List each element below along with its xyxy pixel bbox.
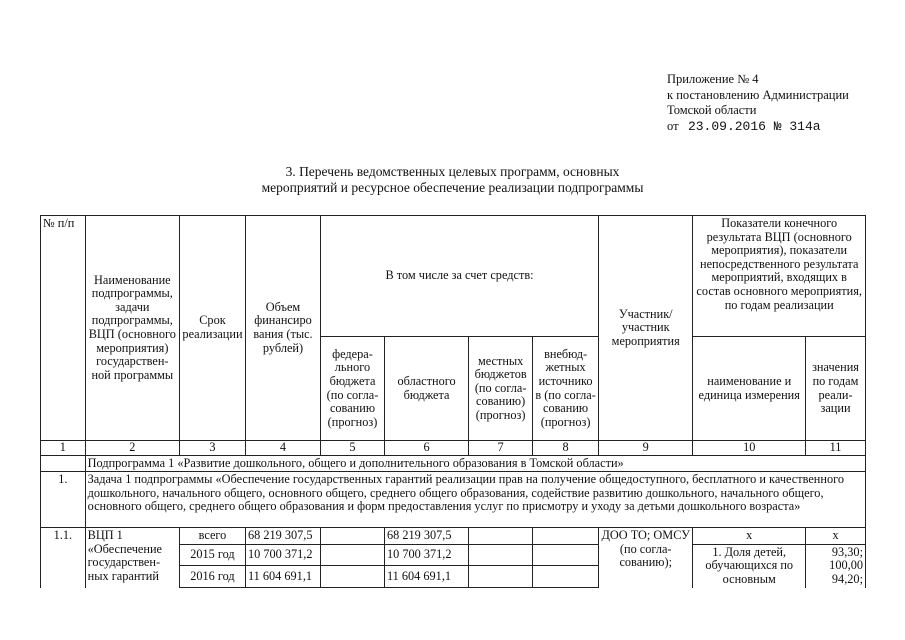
- task-num: 1.: [41, 472, 86, 528]
- header-indicator-values: значения по годам реали-зации: [806, 337, 866, 441]
- header-participant: Участник/ участник мероприятия: [599, 216, 693, 441]
- appendix-date: [667, 119, 849, 135]
- task-text: Задача 1 подпрограммы «Обеспечение государственных гарантий реализации прав на получение общедоступного, бесплатного и качественного дошкольного, начального общего, основного общего, среднего общего образования, содействие развитию дошкольного, начального общего, основного общего, среднего общего образования и форм предоставления услуг по присмотру и уходу за детьми дошкольного возраста»: [85, 472, 865, 528]
- indicator-name-cell: 1. Доля детей, обучающихся по основным: [693, 544, 806, 587]
- term-cell: всего: [180, 528, 246, 545]
- item-name-line: государствен-: [87, 555, 161, 570]
- col-num-3: 3: [180, 441, 246, 456]
- regional-cell: 10 700 371,2: [384, 544, 468, 566]
- header-local: местных бюджетов (по согла-сованию) (прогноз): [469, 337, 533, 441]
- local-cell: [469, 528, 533, 545]
- header-indicator-name: наименование и единица измерения: [693, 337, 806, 441]
- indicator-values-x: х: [806, 528, 866, 545]
- item-name-line: ных гарантий: [87, 568, 159, 583]
- column-numbers-row: [41, 441, 866, 456]
- item-name: [85, 528, 179, 588]
- indicator-name-x: х: [693, 528, 806, 545]
- subprogram-title: Подпрограмма 1 «Развитие дошкольного, общего и дополнительного образования в Томской области»: [85, 455, 865, 472]
- section-title-line2: мероприятий и ресурсное обеспечение реализации подпрограммы: [261, 180, 644, 195]
- section-title: [180, 164, 725, 196]
- col-num-10: 10: [693, 441, 806, 456]
- header-num: № п/п: [41, 216, 86, 441]
- term-cell: 2015 год: [180, 544, 246, 566]
- federal-cell: [321, 544, 385, 566]
- federal-cell: [321, 528, 385, 545]
- subprogram-num-cell: [41, 455, 86, 472]
- extra-cell: [533, 544, 599, 566]
- date-prefix: от: [667, 118, 679, 133]
- federal-cell: [321, 566, 385, 588]
- local-cell: [469, 544, 533, 566]
- extra-cell: [533, 566, 599, 588]
- local-cell: [469, 566, 533, 588]
- appendix-authority: Томской области: [667, 103, 757, 117]
- subprogram-row: [41, 455, 866, 472]
- item-row-total: [41, 528, 866, 545]
- header-federal: федера-льного бюджета (по согла-сованию (прогноз): [321, 337, 385, 441]
- item-num: 1.1.: [41, 528, 86, 588]
- appendix-block: [667, 72, 849, 134]
- indicator-values-cell: [806, 544, 866, 587]
- col-num-8: 8: [533, 441, 599, 456]
- participant-cell: ДОО ТО; ОМСУ (по согла-сованию);: [599, 528, 693, 588]
- col-num-9: 9: [599, 441, 693, 456]
- header-extra: внебюд-жетных источнико в (по согла-сованию (прогноз): [533, 337, 599, 441]
- volume-cell: 11 604 691,1: [245, 566, 320, 588]
- indicator-value: 100,00: [829, 558, 863, 573]
- col-num-2: 2: [85, 441, 179, 456]
- header-term: Срок реализации: [180, 216, 246, 441]
- col-num-6: 6: [384, 441, 468, 456]
- header-volume: Объем финансиро вания (тыс. рублей): [245, 216, 320, 441]
- col-num-11: 11: [806, 441, 866, 456]
- header-regional: областного бюджета: [384, 337, 468, 441]
- date-value: 23.09.2016 № 314а: [687, 118, 821, 134]
- appendix-title: Приложение № 4: [667, 72, 759, 86]
- term-cell: 2016 год: [180, 566, 246, 588]
- section-title-line1: 3. Перечень ведомственных целевых программ, основных: [285, 164, 620, 179]
- appendix-decree: к постановлению Администрации: [667, 87, 849, 102]
- col-num-4: 4: [245, 441, 320, 456]
- item-name-line: ВЦП 1: [87, 528, 123, 543]
- col-num-1: 1: [41, 441, 86, 456]
- regional-cell: 68 219 307,5: [384, 528, 468, 545]
- col-num-7: 7: [469, 441, 533, 456]
- regional-cell: 11 604 691,1: [384, 566, 468, 588]
- extra-cell: [533, 528, 599, 545]
- indicator-value: 94,20;: [831, 571, 863, 586]
- task-row: [41, 472, 866, 528]
- item-name-line: «Обеспечение: [87, 541, 162, 556]
- programs-table: [40, 215, 866, 588]
- volume-cell: 10 700 371,2: [245, 544, 320, 566]
- indicator-value: 93,30;: [831, 544, 863, 559]
- header-indicators: Показатели конечного результата ВЦП (основного мероприятия), показатели непосредственного результата мероприятий, входящих в состав основного мероприятия, по годам реализации: [693, 216, 866, 337]
- header-name: Наименование подпрограммы, задачи подпрограммы, ВЦП (основного мероприятия) государствен-ной программы: [85, 216, 179, 441]
- col-num-5: 5: [321, 441, 385, 456]
- header-including: В том числе за счет средств:: [321, 216, 599, 337]
- volume-cell: 68 219 307,5: [245, 528, 320, 545]
